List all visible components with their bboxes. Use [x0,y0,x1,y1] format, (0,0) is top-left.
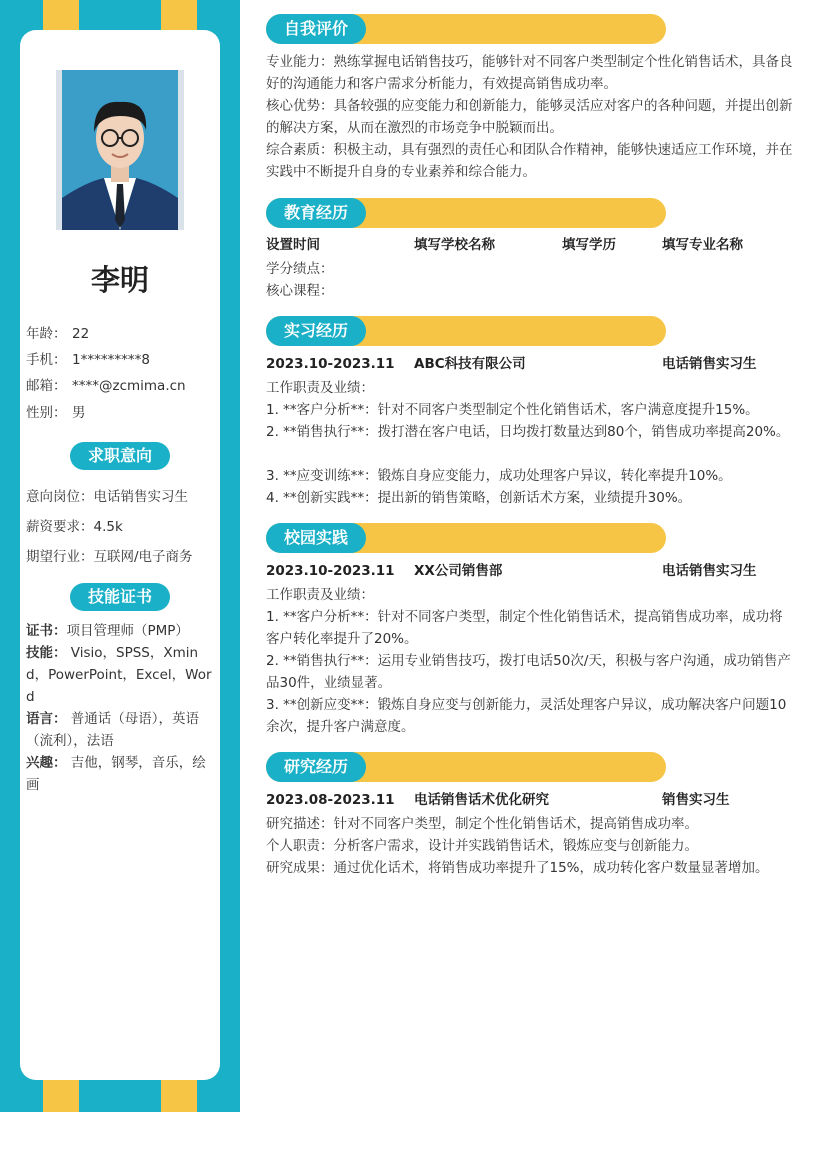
internship-line: 2. **销售执行**：拨打潜在客户电话，日均拨打数量达到80个，销售成功率提高20%。 [266,424,790,440]
intent-position-value: 电话销售实习生 [93,489,188,505]
skill-certificate [26,620,214,642]
education-school: 填写学校名称 [414,237,495,253]
research-project: 电话销售话术优化研究 [414,792,549,808]
internship-row [266,353,796,375]
self-eval-header [266,14,666,44]
skill-languages-label: 语言： [26,711,67,727]
self-eval-quality: 综合素质：积极主动，具有强烈的责任心和团队合作精神，能够快速适应工作环境，并在实践中不断提升自身的专业素养和综合能力。 [266,142,793,180]
skill-tools [26,642,214,708]
research-result: 研究成果：通过优化话术，将销售成功率提升了15%，成功转化客户数量显著增加。 [266,860,769,876]
internship-title: 实习经历 [266,316,366,346]
job-intent-title: 求职意向 [70,442,170,470]
decor-stripe [161,0,197,30]
research-time: 2023.08-2023.11 [266,792,395,808]
research-row [266,789,796,811]
email-label: 邮箱： [26,378,67,394]
intent-industry-label: 期望行业： [26,549,94,565]
internship-company: ABC科技有限公司 [414,356,526,372]
gender-row [26,401,86,421]
intent-industry [26,545,193,565]
email-value: ****@zcmima.cn [72,378,186,394]
research-title: 研究经历 [266,752,366,782]
education-courses: 核心课程： [266,283,334,299]
phone-label: 手机： [26,352,67,368]
campus-role: 电话销售实习生 [662,563,757,579]
skill-languages [26,708,214,752]
skills-title: 技能证书 [70,583,170,611]
internship-line: 3. **应变训练**：锻炼自身应变能力，成功处理客户异议，转化率提升10%。 [266,468,732,484]
education-major: 填写专业名称 [662,237,743,253]
skill-hobbies-label: 兴趣： [26,755,67,771]
email-row [26,374,186,394]
intent-salary-value: 4.5k [93,519,123,535]
campus-row [266,560,796,582]
internship-header [266,316,666,346]
research-duty: 个人职责：分析客户需求，设计并实践销售话术，锻炼应变与创新能力。 [266,838,698,854]
skill-tools-value: Visio，SPSS，Xmind，PowerPoint，Excel，Word [26,645,212,705]
decor-stripe [43,0,79,30]
campus-line: 工作职责及业绩： [266,587,374,603]
education-gpa: 学分绩点： [266,261,334,277]
age-value: 22 [72,326,90,342]
sidebar [0,0,240,1112]
intent-salary-label: 薪资要求： [26,519,94,535]
skill-hobbies-value: 吉他，钢琴，音乐，绘画 [26,755,206,793]
intent-position-label: 意向岗位： [26,489,94,505]
internship-line: 1. **客户分析**：针对不同客户类型制定个性化销售话术，客户满意度提升15%。 [266,402,759,418]
profile-card [20,30,220,1080]
campus-title: 校园实践 [266,523,366,553]
gender-value: 男 [72,405,86,421]
campus-header [266,523,666,553]
research-role: 销售实习生 [662,792,730,808]
profile-photo [56,70,184,230]
self-eval-title: 自我评价 [266,14,366,44]
intent-industry-value: 互联网/电子商务 [93,549,193,565]
education-degree: 填写学历 [562,237,616,253]
candidate-name: 李明 [90,263,149,297]
skill-certificate-label: 证书： [26,623,67,639]
gender-label: 性别： [26,405,67,421]
campus-company: XX公司销售部 [414,563,503,579]
campus-time: 2023.10-2023.11 [266,563,395,579]
internship-line: 工作职责及业绩： [266,380,374,396]
self-eval-advantage: 核心优势：具备较强的应变能力和创新能力，能够灵活应对客户的各种问题，并提出创新的解决方案，从而在激烈的市场竞争中脱颖而出。 [266,98,793,136]
education-time: 设置时间 [266,237,320,253]
age-label: 年龄： [26,326,67,342]
internship-line: 4. **创新实践**：提出新的销售策略，创新话术方案，业绩提升30%。 [266,490,692,506]
skill-certificate-value: 项目管理师（PMP） [66,623,189,639]
skill-tools-label: 技能： [26,645,67,661]
decor-stripe [161,1080,197,1112]
campus-line: 1. **客户分析**：针对不同客户类型，制定个性化销售话术，提高销售成功率，成功将客户转化率提升了20%。 [266,609,783,647]
education-header [266,198,666,228]
skill-languages-value: 普通话（母语），英语（流利），法语 [26,711,200,749]
intent-salary [26,515,123,535]
age-row [26,322,89,342]
self-eval-professional: 专业能力：熟练掌握电话销售技巧，能够针对不同客户类型制定个性化销售话术，具备良好的沟通能力和客户需求分析能力，有效提高销售成功率。 [266,54,793,92]
phone-value: 1*********8 [72,352,150,368]
internship-time: 2023.10-2023.11 [266,356,395,372]
education-title: 教育经历 [266,198,366,228]
research-header [266,752,666,782]
decor-stripe [43,1080,79,1112]
phone-row [26,348,150,368]
intent-position [26,485,188,505]
education-row [266,234,796,256]
campus-line: 3. **创新应变**：锻炼自身应变与创新能力，灵活处理客户异议，成功解决客户问题10余次，提升客户满意度。 [266,697,787,735]
skill-hobbies [26,752,214,796]
internship-role: 电话销售实习生 [662,356,757,372]
campus-line: 2. **销售执行**：运用专业销售技巧，拨打电话50次/天，积极与客户沟通，成功销售产品30件，业绩显著。 [266,653,791,691]
research-description: 研究描述：针对不同客户类型，制定个性化销售话术，提高销售成功率。 [266,816,698,832]
